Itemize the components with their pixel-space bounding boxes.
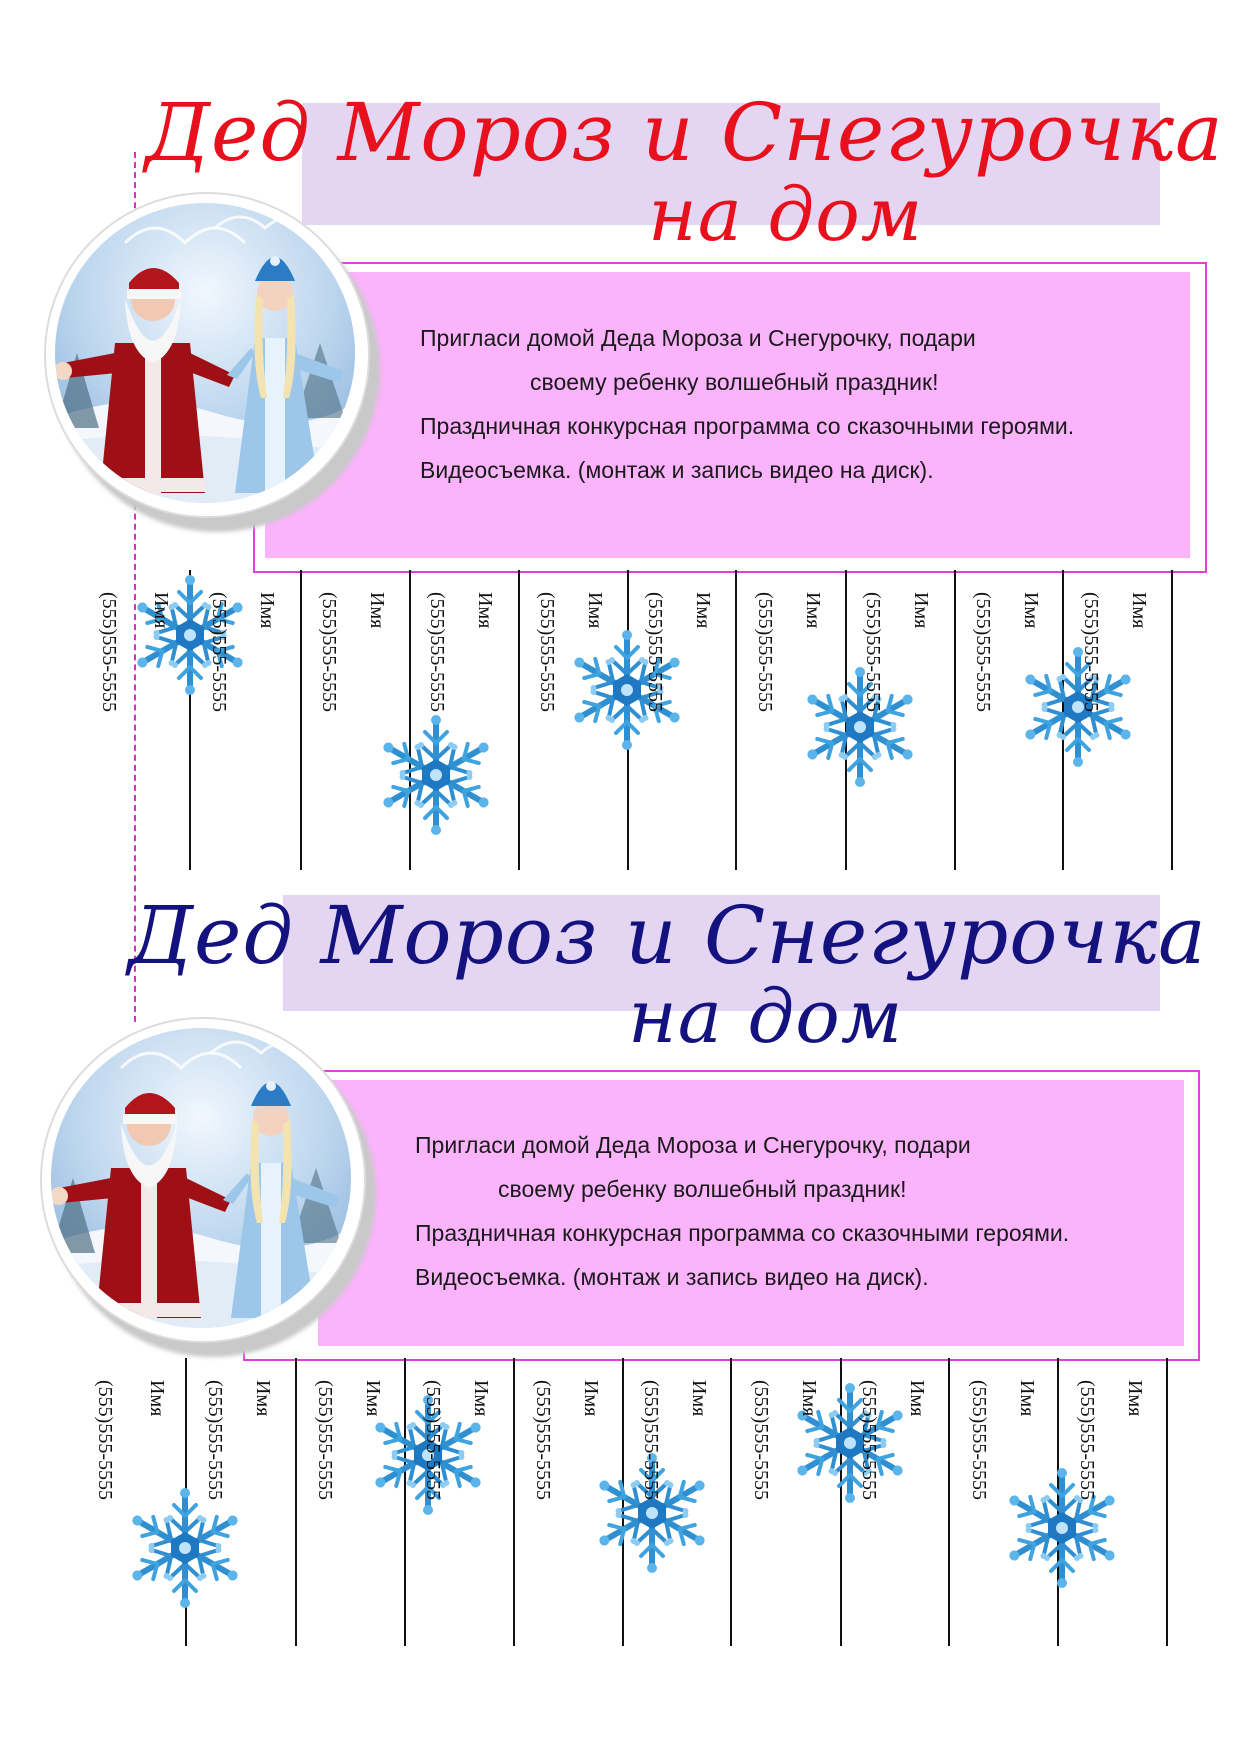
info-line: Видеосъемка. (монтаж и запись видео на диск).: [420, 457, 934, 483]
snowflake-icon: [371, 710, 501, 840]
tear-tab-phone: (555)555-5555: [1076, 1380, 1098, 1500]
info-text: [420, 316, 1074, 492]
tear-tab-name: Имя: [1128, 592, 1150, 629]
tear-tab-name: Имя: [256, 592, 278, 629]
tear-tab-name: Имя: [150, 592, 172, 629]
tear-tab-name: Имя: [584, 592, 606, 629]
tear-tab-name: Имя: [470, 1380, 492, 1417]
tear-tab-name: Имя: [474, 592, 496, 629]
tear-off-tabs: [94, 1358, 1215, 1648]
tear-tab-name: Имя: [1016, 1380, 1038, 1417]
tear-tab-phone: (555)555-5555: [318, 592, 340, 712]
tear-tab-phone: (555)555-5555: [532, 1380, 554, 1500]
info-line: Праздничная конкурсная программа со сказочными героями.: [420, 413, 1075, 439]
tear-tab-phone: (555)555-5555: [314, 1380, 336, 1500]
tear-tab-phone: (555)555-5555: [640, 1380, 662, 1500]
snowflake-icon: [997, 1463, 1127, 1593]
snowflake-icon: [795, 662, 925, 792]
tear-tab-phone: (555)555-5555: [94, 1380, 116, 1500]
tear-tab-phone: (555)555-5555: [754, 592, 776, 712]
tear-tab-name: Имя: [906, 1380, 928, 1417]
tear-off-tabs: [98, 570, 1215, 870]
info-line: своему ребенку волшебный праздник!: [498, 1176, 907, 1202]
snowflake-icon: [562, 625, 692, 755]
tear-tab-name: Имя: [252, 1380, 274, 1417]
tear-tab-name: Имя: [366, 592, 388, 629]
tear-tab-phone: (555)555-5555: [858, 1380, 880, 1500]
tear-tab-phone: (555)555-5555: [204, 1380, 226, 1500]
tab-divider: [295, 1358, 297, 1646]
tear-tab-phone: (555)555-5555: [750, 1380, 772, 1500]
santa-and-snow-maiden-photo: [44, 192, 370, 518]
santa-and-snow-maiden-photo: [40, 1017, 366, 1343]
info-line: Видеосъемка. (монтаж и запись видео на диск).: [415, 1264, 929, 1290]
tear-tab-name: Имя: [688, 1380, 710, 1417]
snowflake-icon: [1013, 642, 1143, 772]
tab-divider: [518, 570, 520, 870]
tear-tab-phone: (555)555-5555: [208, 592, 230, 712]
flyer-title-line1: Дед Мороз и Снегурочка: [128, 889, 1207, 982]
tab-divider: [1166, 1358, 1168, 1646]
info-text: [415, 1123, 1069, 1299]
info-line: Праздничная конкурсная программа со сказочными героями.: [415, 1220, 1070, 1246]
info-line: Пригласи домой Деда Мороза и Снегурочку, подари: [415, 1132, 971, 1158]
tear-tab-name: Имя: [362, 1380, 384, 1417]
tear-tab-phone: (555)555-5555: [536, 592, 558, 712]
tear-tab-name: Имя: [692, 592, 714, 629]
tear-tab-phone: (555)555-5555: [644, 592, 666, 712]
info-line: своему ребенку волшебный праздник!: [530, 369, 939, 395]
flyer-title-line1: Дед Мороз и Снегурочка: [145, 86, 1224, 179]
tear-tab-phone: (555)555-5555: [968, 1380, 990, 1500]
tear-tab-name: Имя: [1020, 592, 1042, 629]
snowflake-icon: [120, 1483, 250, 1613]
tear-tab-phone: (555)555-5555: [422, 1380, 444, 1500]
tear-tab-name: Имя: [802, 592, 824, 629]
tab-divider: [513, 1358, 515, 1646]
snowflake-icon: [125, 570, 255, 700]
flyer-2: [0, 880, 1240, 1754]
tear-tab-name: Имя: [798, 1380, 820, 1417]
info-line: Пригласи домой Деда Мороза и Снегурочку, подари: [420, 325, 976, 351]
tear-tab-phone: (555)555-5555: [972, 592, 994, 712]
tear-tab-name: Имя: [580, 1380, 602, 1417]
tear-tab-phone: (555)555-5555: [98, 592, 120, 712]
tab-divider: [1171, 570, 1173, 870]
tear-tab-name: Имя: [1124, 1380, 1146, 1417]
tab-divider: [730, 1358, 732, 1646]
flyer-title-line2: на дом: [628, 974, 904, 1060]
tab-divider: [300, 570, 302, 870]
tab-divider: [954, 570, 956, 870]
tear-tab-name: Имя: [910, 592, 932, 629]
tear-tab-phone: (555)555-5555: [426, 592, 448, 712]
tab-divider: [735, 570, 737, 870]
tear-tab-phone: (555)555-5555: [1080, 592, 1102, 712]
tear-tab-name: Имя: [146, 1380, 168, 1417]
tear-tab-phone: (555)555-5555: [862, 592, 884, 712]
tab-divider: [948, 1358, 950, 1646]
flyer-title-line2: на дом: [648, 172, 924, 258]
